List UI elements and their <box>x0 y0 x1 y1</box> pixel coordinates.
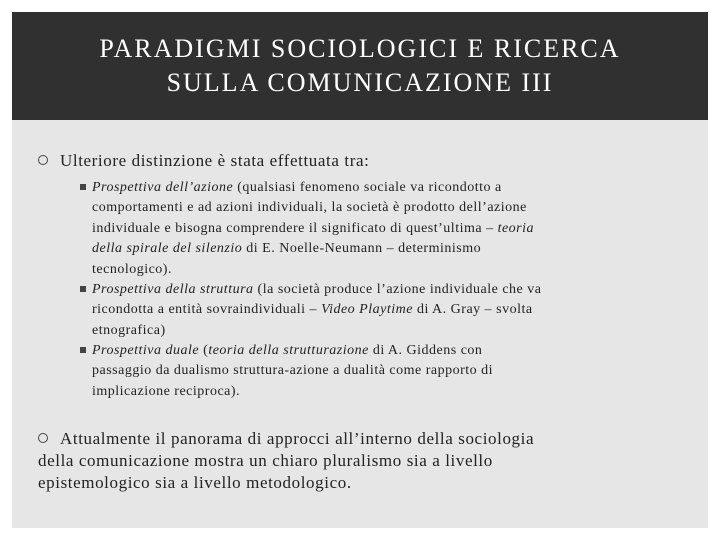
text-segment: passaggio da dualismo struttura-azione a dualità come rapporto di <box>92 363 494 379</box>
sub-bullet-line <box>80 239 534 259</box>
sub-bullet-line <box>80 300 541 320</box>
sub-bullet-duale <box>80 341 493 402</box>
bullet-text: Ulteriore distinzione è stata effettuata tra: <box>60 151 370 170</box>
text-segment: etnografica) <box>92 322 166 338</box>
text-segment: (la società produce l’azione individuale che va <box>253 282 542 297</box>
sub-bullet-line <box>80 219 534 239</box>
sub-bullet-line <box>80 382 493 402</box>
italic-text-segment: Prospettiva dell’azione <box>92 180 234 195</box>
text-segment: ricondotta a entità sovraindividuali – <box>92 302 322 318</box>
text-segment: comportamenti e ad azioni individuali, la società è prodotto dell’azione <box>92 200 527 216</box>
sub-bullet-struttura <box>80 280 541 341</box>
text-segment: individuale e bisogna comprendere il significato di quest’ultima – <box>92 220 498 236</box>
slide-title-line-2: SULLA COMUNICAZIONE III <box>166 68 554 97</box>
sub-bullet-line <box>80 361 493 381</box>
italic-text-segment: Prospettiva duale <box>92 343 200 358</box>
bullet-text-line: epistemologico sia a livello metodologico. <box>38 473 352 492</box>
sub-bullet-line <box>80 178 534 198</box>
italic-text-segment: Video Playtime <box>321 302 413 318</box>
slide-title-line-1: PARADIGMI SOCIOLOGICI E RICERCA <box>99 34 621 63</box>
bullet-text-line: Attualmente il panorama di approcci all’interno della sociologia <box>60 429 535 448</box>
sub-bullet-line <box>80 280 541 300</box>
circle-bullet-icon <box>38 433 48 443</box>
italic-text-segment: teoria della strutturazione <box>208 343 369 358</box>
sub-bullet-azione <box>80 178 534 280</box>
square-bullet-icon <box>80 184 86 190</box>
sub-bullet-line <box>80 321 541 341</box>
sub-bullet-line <box>80 341 493 361</box>
italic-text-segment: della spirale del silenzio <box>92 241 243 257</box>
slide <box>12 12 708 528</box>
italic-text-segment: teoria <box>497 220 535 236</box>
circle-bullet-icon <box>38 155 48 165</box>
text-segment: implicazione reciproca). <box>92 383 241 399</box>
text-segment: tecnologico). <box>92 261 172 277</box>
text-segment: di E. Noelle-Neumann – determinismo <box>242 241 482 257</box>
italic-text-segment: Prospettiva della struttura <box>92 282 254 297</box>
sub-bullet-line <box>80 198 534 218</box>
bullet-text-line: della comunicazione mostra un chiaro pluralismo sia a livello <box>38 451 493 470</box>
text-segment: di A. Gray – svolta <box>412 302 533 318</box>
square-bullet-icon <box>80 286 86 292</box>
sub-bullet-line <box>80 260 534 280</box>
square-bullet-icon <box>80 347 86 353</box>
text-segment: (qualsiasi fenomeno sociale va ricondotto a <box>233 180 502 195</box>
title-bar <box>12 12 708 120</box>
text-segment: di A. Giddens con <box>368 343 483 358</box>
text-segment: ( <box>199 343 209 358</box>
bullet-text-block <box>38 428 535 494</box>
